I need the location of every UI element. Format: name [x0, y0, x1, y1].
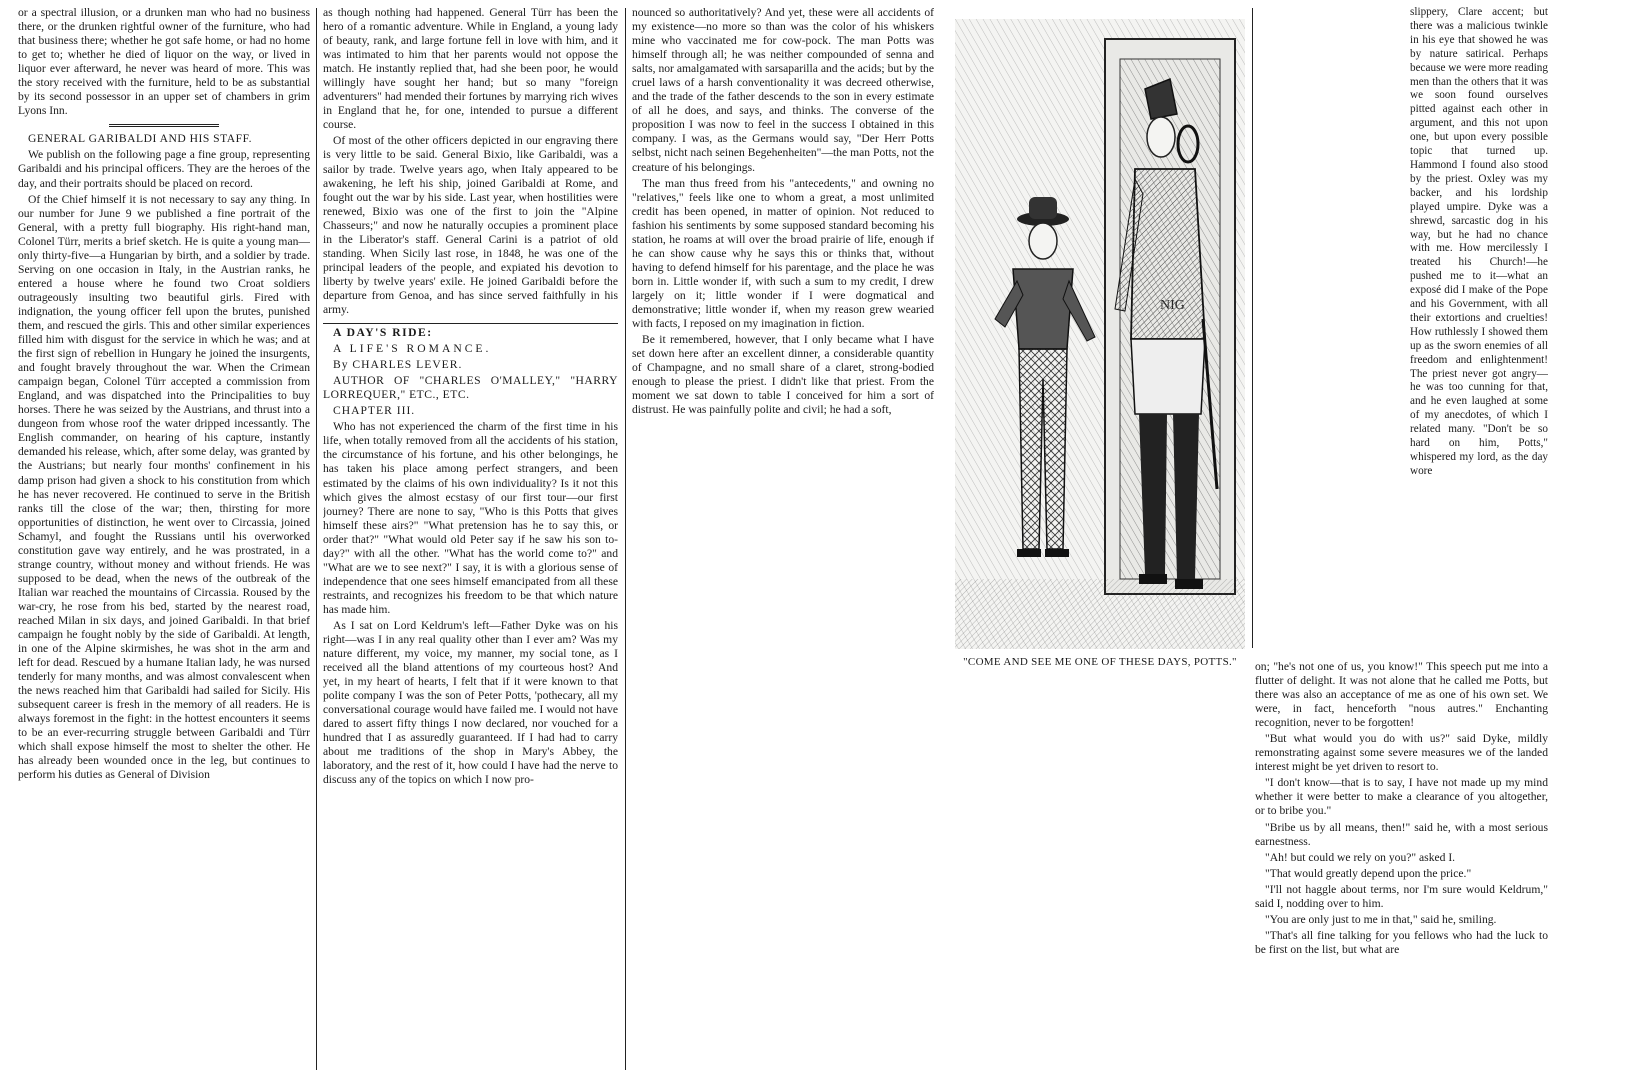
- paragraph: Who has not experienced the charm of the first time in his life, when totally removed from all the accidents of his station, the circumstance of his fortune, and his other belongings, he has taken his place among perfect strangers, and been estimated by the claims of his own individuality? Is it not this which gives the almost ecstasy of our first tour—our first journey? There are none to say, "Who is this Potts that gives himself these airs?" "What pretension has he to say this, or order that?" "What would old Peter say if he saw his son to-day?" with all the other. "What has the world come to?" and "What are we to see next?" I say, it is with a glorious sense of independence that one sees himself emancipated from all these restraints, and recognizes his freedom to be that which nature has made him.: [323, 420, 618, 616]
- paragraph: "Ah! but could we rely on you?" asked I.: [1265, 850, 1456, 864]
- column-5: [1255, 660, 1548, 1074]
- paragraph: Of most of the other officers depicted in our engraving there is very little to be said. General Bixio, like Garibaldi, was a sailor by trade. Twelve years ago, when Italy appeared to be awakening, he left his ship, joined Garibaldi at Rome, and fought out the war by his side. Last year, when hostilities were renewed, Bixio was one of the first to join the "Alpine Chasseurs;" and now he naturally occupies a prominent place in the Liberator's staff. General Carini is a patriot of old standing. When Sicily last rose, in 1848, he was one of the principal leaders of the people, and expiated his devotion to liberty by twelve years' exile. He joined Garibaldi before the departure from Genoa, and has since served faithfully in his army.: [323, 134, 618, 316]
- column-2: [323, 6, 618, 1076]
- column-4: [1410, 6, 1548, 661]
- paragraph: We publish on the following page a fine group, representing Garibaldi and his principal officers. They are the heroes of the day, and their portraits should be placed on record.: [18, 148, 310, 190]
- story-title: A DAY'S RIDE:: [333, 326, 433, 340]
- paragraph: "That's all fine talking for you fellows who had the luck to be first on the list, but what are: [1255, 928, 1548, 956]
- paragraph: as though nothing had happened. General Türr has been the hero of a romantic adventure. While in England, a young lady of beauty, rank, and large fortune fell in love with him, and it was intimated to him that her parents would not oppose the match. He instantly replied that, had she been poor, he would willingly have sought her hand; but so many "foreign adventurers" had mended their fortunes by marrying rich wives in England that he, for one, intended to pursue a different course.: [323, 6, 618, 132]
- paragraph: "I'll not haggle about terms, nor I'm sure would Keldrum," said I, nodding over to him.: [1255, 882, 1548, 910]
- column-rule: [316, 8, 317, 1070]
- paragraph: As I sat on Lord Keldrum's left—Father Dyke was on his right—was I in any real quality other than I ever am? Was my nature different, my voice, my manner, my social tone, as I received all the bland attentions of my courteous host? And yet, in my heart of hearts, I felt that if it were known to that polite company I was the son of Peter Potts, 'pothecary, all my conversational courage would have failed me. I would not have dared to assert fifty things I now declared, nor vouched for a hundred that I as assuredly guaranteed. If I had had to carry about me traditions of the shop in Mary's Abbey, the laboratory, and the rest of it, how could I have had the nerve to discuss any of the topics on which I now pro-: [323, 618, 618, 787]
- story-subtitle: A LIFE'S ROMANCE.: [333, 342, 492, 356]
- column-rule: [1252, 8, 1253, 648]
- column-rule: [625, 8, 626, 1070]
- paragraph: "Bribe us by all means, then!" said he, with a most serious earnestness.: [1255, 820, 1548, 848]
- paragraph: "I don't know—that is to say, I have not made up my mind whether it were better to make a clearance of you altogether, or to bribe you.": [1255, 776, 1548, 818]
- chapter-heading: CHAPTER III.: [333, 404, 416, 418]
- paragraph: "That would greatly depend upon the price.": [1265, 866, 1472, 880]
- paragraph: on; "he's not one of us, you know!" This speech put me into a flutter of delight. It was not alone that he called me Potts, but there was also an acceptance of me as one of his own set. We were, in fact, henceforth "nous autres." Enchanting recognition, never to be forgotten!: [1255, 660, 1548, 730]
- paragraph: nounced so authoritatively? And yet, these were all accidents of my existence—no more so than was the color of his whiskers mine who vaccinated me for cow-pock. The man Potts was himself through all; he was neither compounded of senna and salts, nor amalgamated with sarsaparilla and the acids; but by the cruel laws of a harsh conventionality it was decreed otherwise, and the trade of the father descends to the son in every estimate of all he does, and says, and thinks. The converse of the proposition I was now to feel in the success I obtained in this company. I was, as the Germans would say, "Der Herr Potts selbst, nicht nach seinen Begehenheiten"—the man Potts, not the creature of his belongings.: [632, 6, 934, 174]
- section-divider: [109, 124, 219, 128]
- floor: [955, 579, 1245, 649]
- paragraph: Be it remembered, however, that I only became what I have set down here after an excellent dinner, a considerable quantity of Champagne, and no small share of a claret, strong-bodied enough to please the priest. I didn't like that priest. From the moment we sat down to table I conceived for him a sort of distrust. He was painfully polite and civil; he had a soft,: [632, 333, 934, 417]
- paragraph: "You are only just to me in that," said he, smiling.: [1265, 912, 1497, 926]
- article-heading-garibaldi: GENERAL GARIBALDI AND HIS STAFF.: [28, 132, 253, 146]
- paragraph: "But what would you do with us?" said Dyke, mildly remonstrating against some severe measures we of the landed interest might be yet driven to resort to.: [1255, 732, 1548, 774]
- engraving-svg: [955, 19, 1245, 649]
- illustration-caption: "COME AND SEE ME ONE OF THESE DAYS, POTTS.": [963, 656, 1237, 668]
- section-divider: [323, 323, 618, 324]
- column-3: [632, 6, 934, 596]
- paragraph: Of the Chief himself it is not necessary to say any thing. In our number for June 9 we published a fine portrait of the General, with a pretty full biography. His right-hand man, Colonel Türr, merits a brief sketch. He is quite a young man—only thirty-five—a Hungarian by birth, and a soldier by trade. Serving on one occasion in Italy, in the Austrian ranks, he entered a house where he found two Croat soldiers outrageously insulting two beautiful girls. Fired with indignation, the young officer fell upon the brutes, punished them, and rescued the girls. This and other similar experiences filled him with disgust for the service in which he was; and at the first sign of rebellion in Hungary he joined the insurgents, and fought bravely throughout the war. When the Crimean campaign began, Colonel Türr accepted a commission from England, and was dispatched into the Principalities to buy horses. There he was seized by the Austrians, and thrust into a dungeon from whose roof the water dripped incessantly. The English commander, on hearing of his capture, instantly demanded his release, which, after some delay, was granted by the Austrians; but nearly four months' confinement in his damp prison had given a shock to his constitution from which he has never recovered. He continued to serve in the British ranks till the close of the war; then, thirsting for more opportunities of distinction, he went over to Circassia, joined Schamyl, and fought the Russians until his overworked constitution gave way entirely, and he was prostrated, in a strange country, without money and without friends. He was supposed to be dead, when the news of the outbreak of the Italian war reached the mountains of Circassia. Roused by the war-cry, he rose from his bed, started by the nearest road, reached Milan in six days, and joined Garibaldi. In that brief campaign he fought nobly by the side of Garibaldi. At length, in one of the Alpine skirmishes, he was shot in the arm and left for dead. Rescued by a humane Italian lady, he was nursed tenderly for many months, and was almost convalescent when the news reached him that Garibaldi had sailed for Sicily. His subsequent career is fresh in the memory of all readers. He is always foremost in the fight: in the hottest encounters it seems to be an ever-recurring struggle between Garibaldi and Türr which shall expose himself the most to shelter the other. He has already been wounded once in the leg, but continues to perform his duties as General of Division: [18, 192, 310, 782]
- engraving-illustration: [955, 19, 1245, 649]
- column-1: [18, 6, 310, 1076]
- paragraph: slippery, Clare accent; but there was a malicious twinkle in his eye that showed he was by nature satirical. Perhaps because we were more reading men than the others that it was we soon found ourselves pitted against each other in argument, and this not upon one, but upon every possible topic that turned up. Hammond I found also stood by the priest. Oxley was my backer, and his lordship played umpire. Dyke was a shrewd, sarcastic dog in his way, but he had no chance with me. How mercilessly I treated his Church!—he pushed me to it—what an exposé did I make of the Pope and his Government, with all their extortions and cruelties! How ruthlessly I showed them up as the sworn enemies of all freedom and enlightenment! The priest never got angry—he was too cunning for that, and he even laughed at some of my anecdotes, of which I related many. "Don't be so hard on him, Potts," whispered my lord, as the day wore: [1410, 6, 1548, 477]
- paragraph: The man thus freed from his "antecedents," and owning no "relatives," feels like one to whom a great, a most unlimited credit has been opened, in matter of opinion. Not reduced to fashion his sentiments by some supposed standard becoming his station, he roams at will over the broad prairie of life, enough if he can show cause why he says this or thinks that, without having to defend himself for his parentage, and the place he was born in. Little wonder if, with such a sum to my credit, I drew largely on it; little wonder if I were dogmatical and demonstrative; little wonder if, when my reason grew wearied with facts, I reposed on my imagination in fiction.: [632, 176, 934, 331]
- intro-paragraph: or a spectral illusion, or a drunken man who had no business there, or the drunken rightful owner of the furniture, who had that business there; whether he got safe home, or had no home to get to; whether he died of liquor on the way, or lived in liquor ever afterward, he never was heard of more. This was the story received with the furniture, held to be as substantial by its second possessor in an upper set of chambers in grim Lyons Inn.: [18, 6, 310, 118]
- author-credits: AUTHOR OF "CHARLES O'MALLEY," "HARRY LORREQUER," ETC., ETC.: [323, 374, 618, 402]
- author-byline: By CHARLES LEVER.: [333, 358, 463, 372]
